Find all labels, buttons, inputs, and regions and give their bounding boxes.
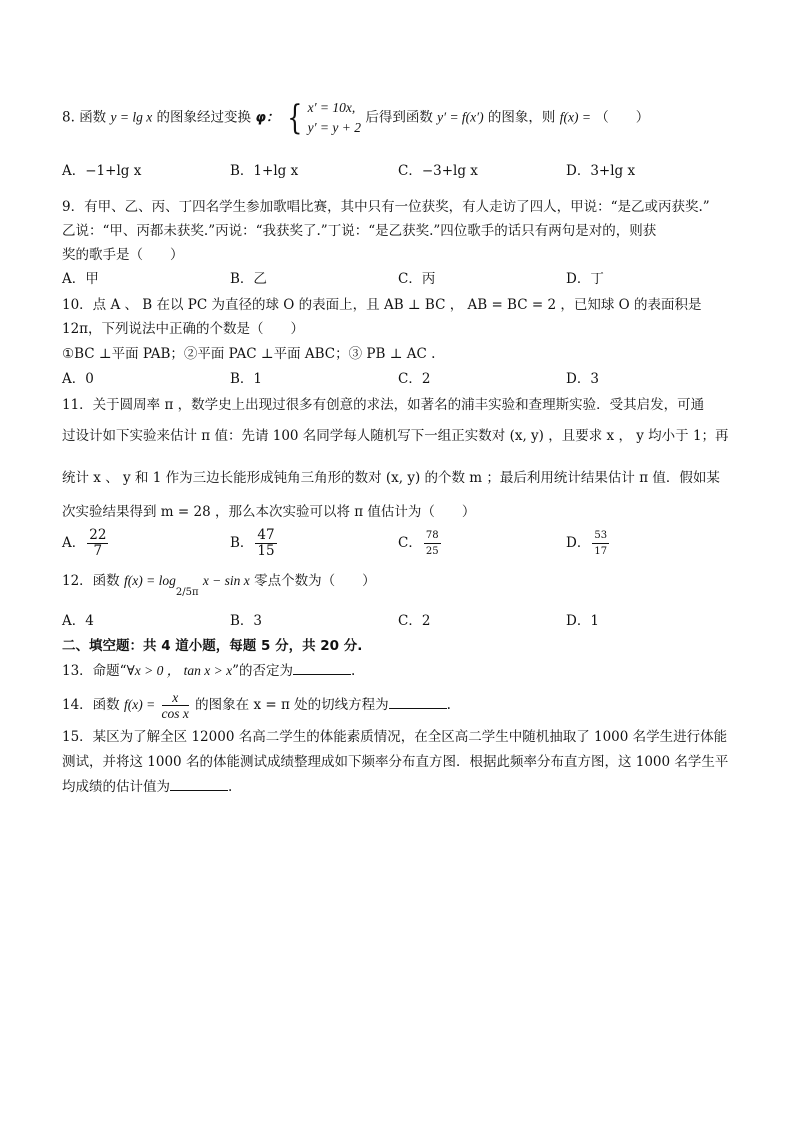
math-symbol: φ： (255, 109, 280, 126)
question-number: 8. (62, 109, 75, 126)
option-b[interactable]: B．1+lg x (230, 163, 299, 179)
option-b[interactable]: B．3 (230, 613, 263, 629)
question-12-options (62, 612, 742, 632)
question-8-options (62, 162, 742, 182)
question-15-line-1: 15．某区为了解全区 12000 名高二学生的体能素质情况，在全区高二学生中随机抽取了 1000 名学生进行体能 (62, 729, 728, 745)
question-11-line-2: 过设计如下实验来估计 π 值：先请 100 名同学每人随机写下一组正实数对 (x, y) ，且要求 x ， y 均小于 1；再 (62, 428, 729, 444)
option-a[interactable]: A． $\frac{22}{7}$ (62, 527, 107, 559)
option-c[interactable]: C．2 (398, 613, 431, 629)
option-d[interactable]: D．1 (566, 613, 599, 629)
option-a[interactable]: A．−1+lg x (62, 163, 142, 179)
option-c[interactable]: C．丙 (398, 271, 436, 287)
question-14: 14．函数 f(x) = $\frac{x}{\text{cos x}}$ 的图象在 x = π 处的切线方程为 . (62, 690, 451, 721)
question-9-line-1: 9．有甲、乙、丙、丁四名学生参加歌唱比赛，其中只有一位获奖，有人走访了四人，甲说：“是乙或丙获奖.” (62, 199, 710, 215)
math-expression: y′ = f(x′) (437, 109, 484, 125)
option-b[interactable]: B．1 (230, 371, 263, 387)
section-heading: 二、填空题：共 4 道小题，每题 5 分，共 20 分. (62, 638, 363, 654)
option-d[interactable]: D．丁 (566, 271, 604, 287)
option-c[interactable]: C．−3+lg x (398, 163, 478, 179)
answer-blank[interactable] (389, 696, 447, 709)
math-expression: f(x) = (123, 697, 156, 712)
option-c[interactable]: C． $\frac{78}{25}$ (398, 530, 439, 557)
question-9-options (62, 270, 742, 290)
option-a[interactable]: A．0 (62, 371, 94, 387)
math-expression: x − sin x (202, 573, 250, 588)
answer-blank[interactable] (293, 662, 351, 675)
question-8-stem: 8. 函数 y = lg x 的图象经过变换 φ： { x′ = 10x, y′ = y + 2 后得到函数 y′ = f(x′) 的图象，则 f(x) = （ ） (62, 98, 650, 138)
question-11-line-3: 统计 x 、 y 和 1 作为三边长能形成钝角三角形的数对 (x, y) 的个数 m ；最后利用统计结果估计 π 值．假如某 (62, 470, 720, 486)
equation-system: x′ = 10x, y′ = y + 2 (307, 100, 362, 135)
question-13: 13．命题“∀x > 0 ， tan x > x”的否定为 . (62, 663, 356, 679)
question-11-line-1: 11．关于圆周率 π ，数学史上出现过很多有创意的求法，如著名的浦丰实验和查理斯实验．受其启发，可通 (62, 397, 705, 413)
question-10-line-3: ①BC ⊥平面 PAB；②平面 PAC ⊥平面 ABC；③ PB ⊥ AC . (62, 346, 436, 362)
math-expression: ∀x > 0 ， tan x > x (126, 663, 233, 678)
option-b[interactable]: B． $\frac{47}{15}$ (230, 527, 275, 559)
option-c[interactable]: C．2 (398, 371, 431, 387)
question-10-options (62, 370, 742, 390)
math-expression: f(x) = (559, 109, 591, 125)
brace-symbol: { (286, 98, 303, 138)
fraction: $\frac{x}{\text{cos x}}$ (161, 690, 189, 721)
option-d[interactable]: D．3 (566, 371, 599, 387)
log-base: 2/5π (175, 586, 199, 598)
option-d[interactable]: D． $\frac{53}{17}$ (566, 530, 608, 557)
question-10-line-1: 10．点 A 、 B 在以 PC 为直径的球 O 的表面上，且 AB ⊥ BC ， AB = BC = 2 ，已知球 O 的表面积是 (62, 297, 702, 313)
question-9-line-3: 奖的歌手是（ ） (62, 247, 184, 263)
question-9-line-2: 乙说：“甲、丙都未获奖.”丙说：“我获奖了.”丁说：“是乙获奖.”四位歌手的话只有两句是对的，则获 (62, 223, 657, 239)
fraction: $\frac{53}{17}$ (594, 530, 608, 557)
math-expression: y = lg x (110, 109, 153, 125)
question-15-line-2: 测试，并将这 1000 名的体能测试成绩整理成如下频率分布直方图．根据此频率分布直方图，这 1000 名学生平 (62, 754, 729, 770)
question-15-line-3: 均成绩的估计值为 . (62, 779, 233, 795)
question-11-options (62, 528, 742, 564)
option-a[interactable]: A．4 (62, 613, 94, 629)
fraction: $\frac{78}{25}$ (425, 530, 439, 557)
question-11-line-4: 次实验结果得到 m = 28 ，那么本次实验可以将 π 值估计为（ ） (62, 504, 476, 520)
fraction: $\frac{47}{15}$ (257, 527, 275, 559)
fraction: $\frac{22}{7}$ (89, 527, 107, 559)
answer-blank[interactable] (170, 778, 228, 791)
option-a[interactable]: A．甲 (62, 271, 99, 287)
question-12-stem: 12．函数 $f(x) = \log_{2/5\pi} x - \sin x$ 零点个数为（ ） (62, 573, 376, 598)
option-b[interactable]: B．乙 (230, 271, 267, 287)
option-d[interactable]: D．3+lg x (566, 163, 636, 179)
math-expression: f(x) = log (123, 573, 176, 588)
question-10-line-2: 12π，下列说法中正确的个数是（ ） (62, 321, 305, 337)
